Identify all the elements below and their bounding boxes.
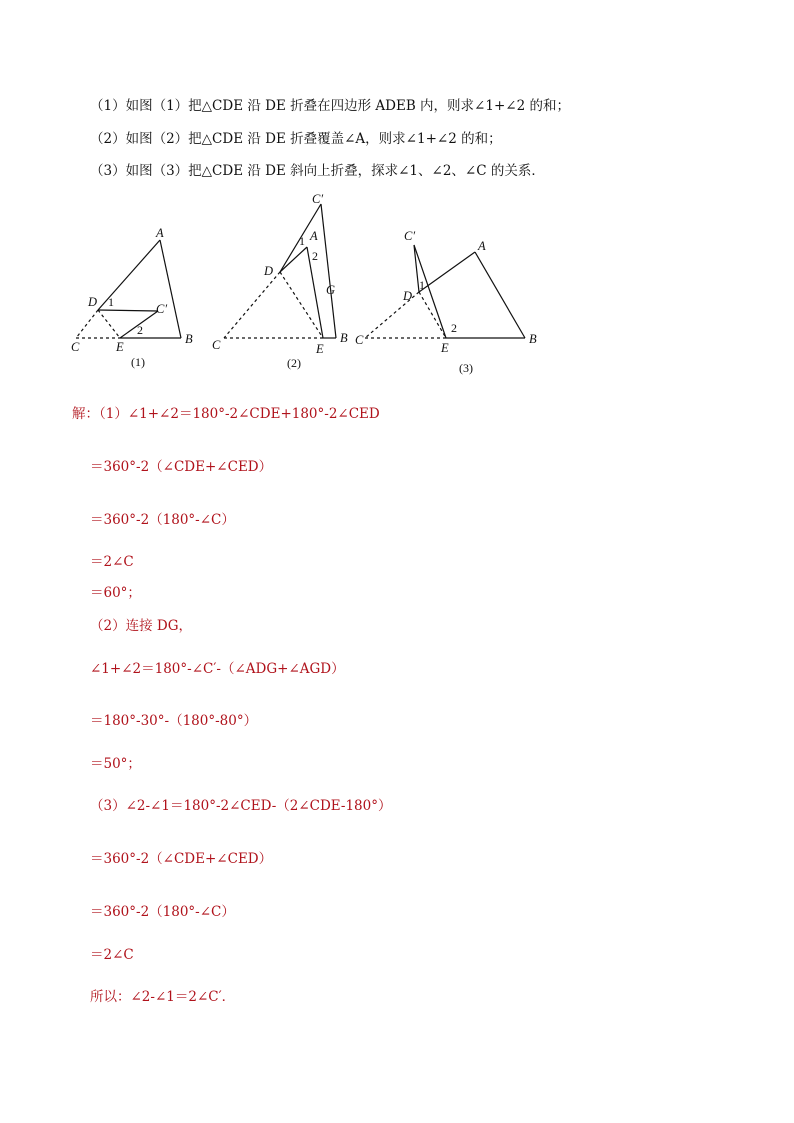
fig1-label-E: E <box>116 340 124 354</box>
solution-line-7: ∠1+∠2＝180°-∠C′-（∠ADG+∠AGD） <box>90 661 345 677</box>
figure-1 <box>76 240 181 338</box>
fig2-label-A: A <box>310 229 318 243</box>
fig1-angle-1: 1 <box>108 295 114 309</box>
fig1-label-B: B <box>185 332 193 346</box>
fig1-segment-AB <box>160 240 181 338</box>
solution-line-2: ＝360°-2（∠CDE+∠CED） <box>90 459 273 475</box>
question-3: （3）如图（3）把△CDE 沿 DE 斜向上折叠，探求∠1、∠2、∠C 的关系． <box>90 163 545 179</box>
fig2-label-D: D <box>264 264 274 278</box>
fig2-segment-DC <box>224 272 280 338</box>
figure-3 <box>365 245 525 338</box>
solution-line-5: ＝60°； <box>90 585 141 601</box>
question-1: （1）如图（1）把△CDE 沿 DE 折叠在四边形 ADEB 内，则求∠1+∠2 的和； <box>90 98 570 114</box>
fig3-label-E: E <box>441 341 449 355</box>
geometry-figures <box>0 0 794 400</box>
solution-line-3: ＝360°-2（180°-∠C） <box>90 512 235 528</box>
fig3-caption: (3) <box>459 361 473 375</box>
fig3-segment-DA <box>419 252 475 292</box>
fig2-angle-1: 1 <box>299 234 305 248</box>
fig1-caption: (1) <box>131 355 145 369</box>
solution-prefix: 解： <box>72 406 99 422</box>
fig3-angle-2: 2 <box>451 321 457 335</box>
fig1-label-A: A <box>156 226 164 240</box>
fig2-segment-DE <box>280 272 323 338</box>
fig1-angle-2: 2 <box>137 323 143 337</box>
fig1-label-D: D <box>88 295 98 309</box>
solution-line-6: （2）连接 DG， <box>90 618 192 634</box>
fig2-label-C-prime: C′ <box>312 192 324 206</box>
fig1-segment-DC' <box>98 310 158 311</box>
fig2-label-B: B <box>340 331 348 345</box>
fig3-label-D: D <box>403 289 413 303</box>
solution-line-12: ＝360°-2（180°-∠C） <box>90 904 235 920</box>
solution-line-8: ＝180°-30°-（180°-80°） <box>90 713 258 729</box>
solution-line-14: 所以：∠2-∠1＝2∠C′． <box>90 989 236 1005</box>
fig2-label-E: E <box>316 342 324 356</box>
solution-line-1 <box>72 405 380 423</box>
fig2-caption: (2) <box>287 356 301 370</box>
solution-line-11: ＝360°-2（∠CDE+∠CED） <box>90 851 273 867</box>
fig2-angle-2: 2 <box>312 249 318 263</box>
fig1-label-C: C <box>71 340 80 354</box>
fig3-label-A: A <box>478 239 486 253</box>
fig1-segment-DC <box>76 310 98 338</box>
figure-2 <box>224 204 336 338</box>
fig2-segment-C'B <box>321 204 336 338</box>
fig3-label-B: B <box>529 332 537 346</box>
solution-line-13: ＝2∠C <box>90 947 134 963</box>
fig2-label-G: G <box>326 283 336 297</box>
solution-line-4: ＝2∠C <box>90 554 134 570</box>
question-2: （2）如图（2）把△CDE 沿 DE 折叠覆盖∠A，则求∠1+∠2 的和； <box>90 131 502 147</box>
fig3-angle-1: 1 <box>419 278 425 292</box>
fig3-segment-AB <box>475 252 525 338</box>
solution-line-9: ＝50°； <box>90 756 141 772</box>
fig3-label-C: C <box>355 333 364 347</box>
solution-line-10: （3）∠2-∠1＝180°-2∠CED-（2∠CDE-180°） <box>90 798 392 814</box>
fig1-label-C-prime: C′ <box>156 302 168 316</box>
solution-text: （1）∠1+∠2＝180°-2∠CDE+180°-2∠CED <box>99 406 380 422</box>
fig2-label-C: C <box>212 338 221 352</box>
fig3-label-C-prime: C′ <box>404 229 416 243</box>
fig1-segment-DE <box>98 310 120 338</box>
